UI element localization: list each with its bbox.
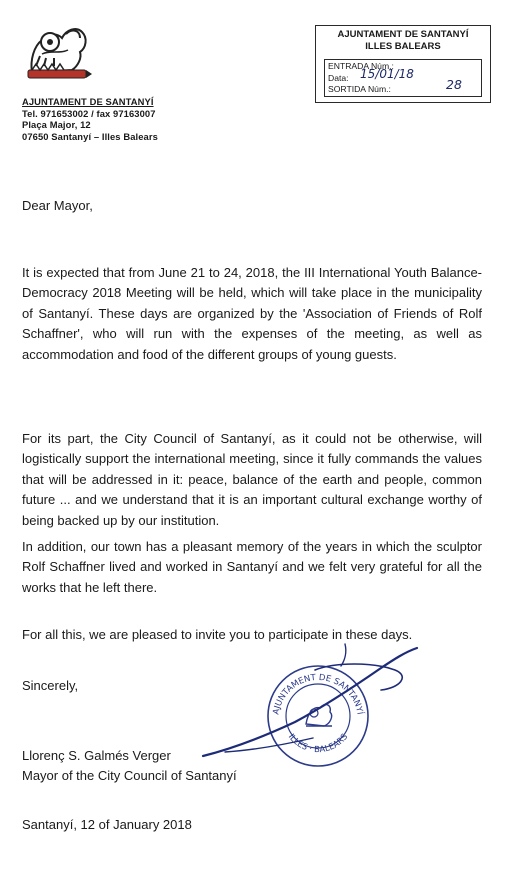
signer-name: Llorenç S. Galmés Verger bbox=[22, 748, 171, 763]
signer-title: Mayor of the City Council of Santanyí bbox=[22, 768, 237, 784]
letterhead-address: Plaça Major, 12 bbox=[22, 119, 91, 130]
paragraph-1-text: It is expected that from June 21 to 24, 2018, the III International Youth Balance-Democracy 2018 Meeting will be held, which will take place in the municipality of Santanyí. These days are organized by the 'Association of Friends of Rolf Schaffner', who will run with the expenses of the meeting, as well as accommodation and food of the different groups of young guests. bbox=[22, 265, 482, 362]
registry-stamp-title-line1: AJUNTAMENT DE SANTANYÍ bbox=[337, 29, 469, 40]
town-coat-of-arms-logo bbox=[22, 20, 94, 88]
letter-greeting: Dear Mayor, bbox=[22, 198, 93, 213]
data-value-handwritten: 15/01/18 bbox=[360, 66, 414, 81]
seal-text-bottom: ILLES · BALEARS bbox=[285, 732, 351, 756]
letter-paragraph-1 bbox=[22, 263, 482, 365]
seal-text-top: AJUNTAMENT DE SANTANYÍ bbox=[271, 672, 365, 716]
paragraph-3-text: In addition, our town has a pleasant memory of the years in which the sculptor Rolf Schaffner lived and worked in Santanyí and we felt very grateful for all the works that he left there. bbox=[22, 539, 482, 595]
paragraph-4-text: For all this, we are pleased to invite you to participate in these days. bbox=[22, 627, 413, 642]
paragraph-2-text: For its part, the City Council of Santanyí, as it could not be otherwise, will logistically support the international meeting, since it fully commands the values that will be addressed in it: peace, balance of the earth and people, common future ... and we understand that it is an important cultural exchange worthy of being backed up by our institution. bbox=[22, 431, 482, 528]
signer-block bbox=[22, 746, 237, 787]
registry-stamp-title bbox=[316, 29, 490, 53]
sortida-label: SORTIDA Núm.: bbox=[328, 84, 391, 94]
letterhead-org-name: AJUNTAMENT DE SANTANYÍ bbox=[22, 96, 154, 107]
data-label: Data: bbox=[328, 72, 349, 83]
letter-paragraph-2 bbox=[22, 429, 482, 531]
entrada-label: ENTRADA Núm.: bbox=[328, 61, 394, 71]
letterhead bbox=[22, 96, 158, 142]
place-and-date: Santanyí, 12 of January 2018 bbox=[22, 817, 192, 832]
registry-stamp-fields bbox=[324, 59, 482, 97]
registry-stamp bbox=[315, 25, 491, 103]
sortida-value-handwritten: 28 bbox=[446, 77, 462, 92]
letter-paragraph-3 bbox=[22, 537, 482, 598]
letter-closing: Sincerely, bbox=[22, 678, 79, 693]
registry-stamp-title-line2: ILLES BALEARS bbox=[365, 41, 441, 52]
letterhead-phone-fax: Tel. 971653002 / fax 97163007 bbox=[22, 107, 156, 119]
letterhead-postal-city: 07650 Santanyí – Illes Balears bbox=[22, 130, 158, 142]
